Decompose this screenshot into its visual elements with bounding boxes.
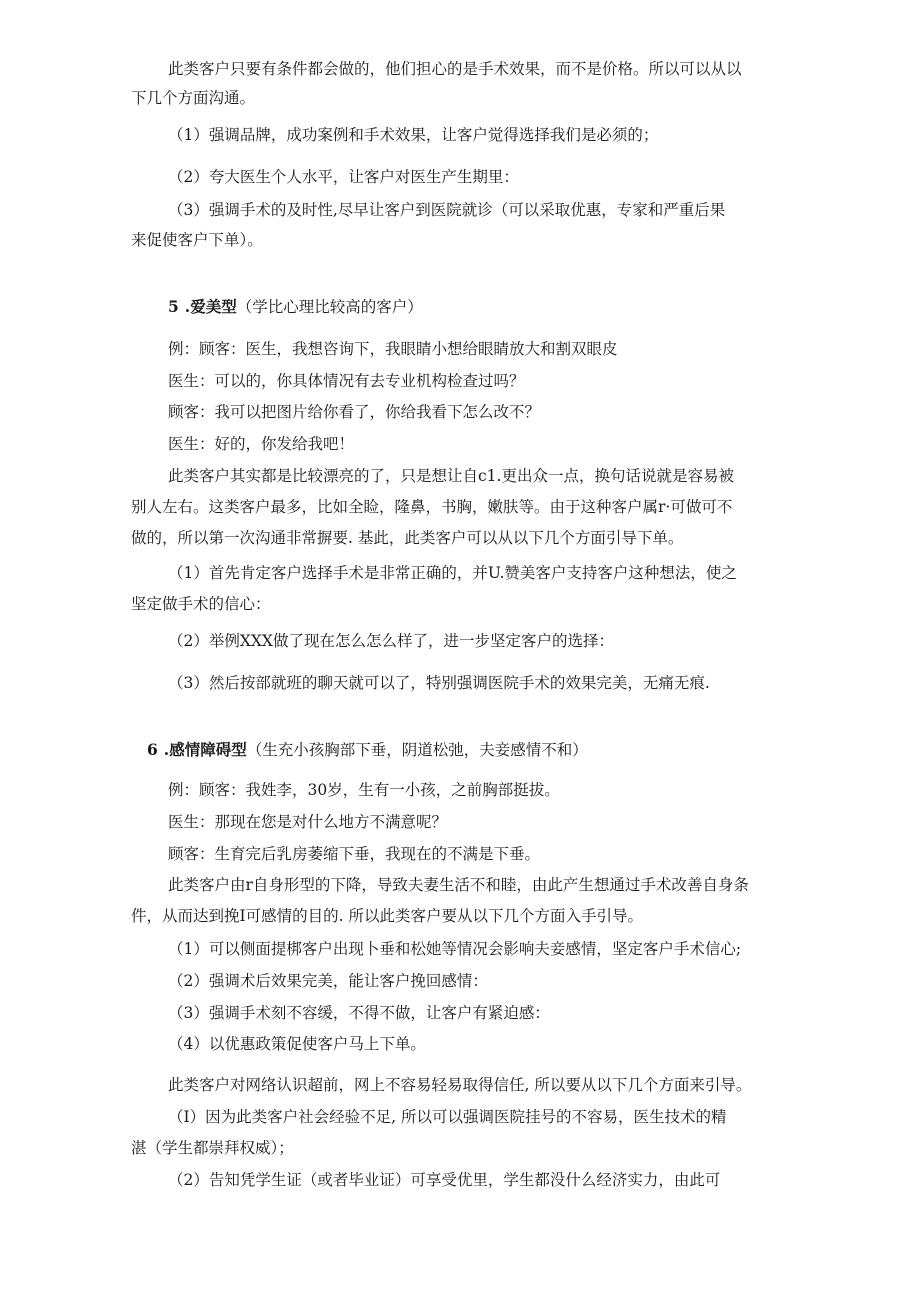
paragraph-line: 此类客户其实都是比较漂亮的了，只是想让自c1.更出众一点，换句话说就是容易被 [168,467,734,485]
list-item-line: （4）以优惠政策促使客户马上下单。 [168,1035,426,1053]
section-subtitle: （生充小孩胸部下垂，阴道松弛，夫妾感情不和） [246,741,588,759]
paragraph-line: 下几个方面沟通。 [131,89,256,107]
list-item-line: （2）强调术后效果完美，能让客户挽回感情： [168,972,488,990]
list-item-line: （3）强调手术刻不容缓，不得不做，让客户有紧迫感： [168,1004,550,1022]
list-item-line: （3）强调手术的及时性,尽早让客户到医院就诊（可以采取优惠，专家和严重后果 [168,201,726,219]
dialogue-line: 医生：好的，你发给我吧！ [168,435,355,453]
section-number: 5 [168,297,179,316]
section-number: 6 [147,740,158,759]
dialogue-line: 医生：可以的，你具体情况有去专业机构检查过吗？ [168,372,525,390]
dialogue-line: 顾客：我可以把图片给你看了，你给我看下怎么改不？ [168,403,541,421]
section-heading-5 [168,299,423,316]
section-title: .感情障碍型 [163,740,247,759]
paragraph-line: 此类客户对网络认识超前，网上不容易轻易取得信任, 所以要从以下几个方面来引导。 [168,1076,752,1094]
list-item-line: （I）因为此类客户社会经验不足, 所以可以强调医院挂号的不容易，医生技术的精 [168,1108,727,1126]
dialogue-line: 医生：那现在您是对什么地方不满意呢？ [168,813,448,831]
paragraph-line: 别人左右。这类客户最多，比如全睑，隆鼻，书胸，嫩肤等。由于这种客户属r·可做可不 [131,498,733,516]
dialogue-line: 例：顾客：医生，我想咨询下，我眼睛小想给眼睛放大和割双眼皮 [168,340,618,358]
paragraph-line: 此类客户由r自身形型的下降，导致夫妻生活不和睦，由此产生想通过手术改善自身条 [168,876,749,894]
section-heading-6 [147,742,588,759]
list-item-line: （2）举例XXX做了现在怎么怎么样了，进一步坚定客户的选择： [168,632,614,650]
paragraph-line: 此类客户只要有条件都会做的，他们担心的是手术效果，而不是价格。所以可以从以 [168,60,742,78]
paragraph-line: 件，从而达到挽I可感情的目的. 所以此类客户要从以下几个方面入手引导。 [131,907,643,925]
list-item-line: （2）告知凭学生证（或者毕业证）可享受优里，学生都没什么经济实力，由此可 [168,1171,721,1189]
section-title: .爱美型 [184,297,237,316]
list-item-line: 坚定做手术的信心： [131,595,271,613]
paragraph-line: 做的，所以第一次沟通非常摒要. 基此，此类客户可以从以下几个方面引导下单。 [131,529,684,547]
list-item-line: （1）首先肯定客户选择手术是非常正确的，并U.赞美客户支持客户这种想法，使之 [168,564,737,582]
section-subtitle: （学比心理比较高的客户） [236,298,423,316]
list-item-line: 湛（学生都崇拜权威）； [131,1139,294,1157]
dialogue-line: 顾客：生育完后乳房萎缩下垂，我现在的不满是下垂。 [168,845,541,863]
dialogue-line: 例：顾客：我姓李，30岁，生有一小孩，之前胸部挺拔。 [168,781,560,799]
list-item-line: （2）夸大医生个人水平，让客户对医生产生期里： [168,168,519,186]
list-item-line: （1）可以侧面提梆客户出现卜垂和松她等情况会影响夫妾感情，坚定客户手术信心; [168,940,742,958]
list-item-line: （3）然后按部就班的聊天就可以了，特别强调医院手术的效果完美，无痛无痕. [168,674,710,692]
list-item-line: 来促使客户下单）。 [131,231,263,249]
list-item-line: （1）强调品牌，成功案例和手术效果，让客户觉得选择我们是必须的； [168,126,659,144]
